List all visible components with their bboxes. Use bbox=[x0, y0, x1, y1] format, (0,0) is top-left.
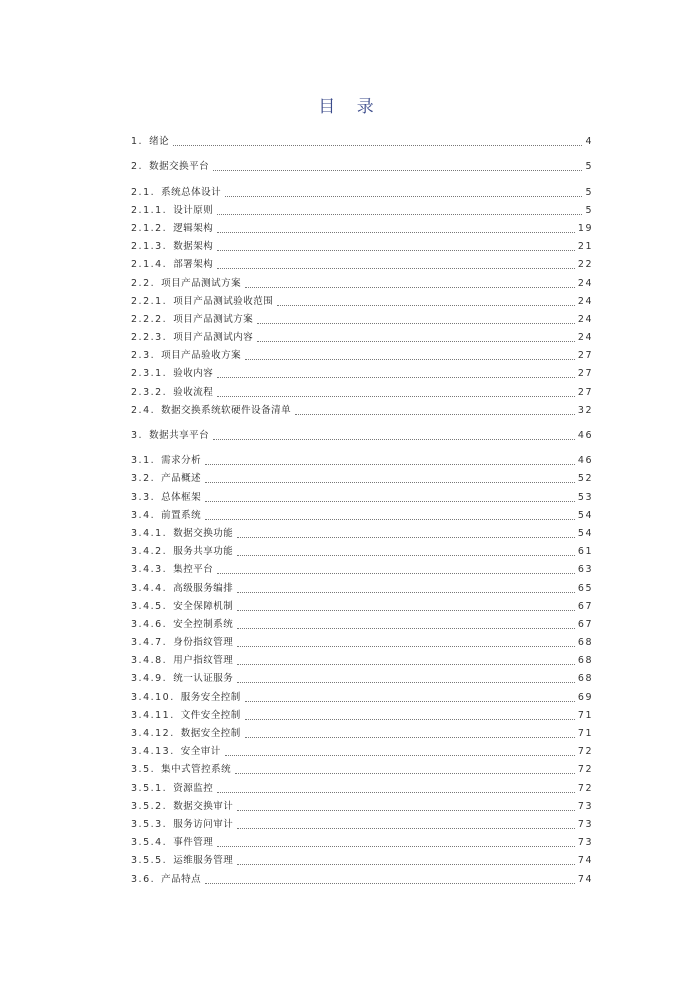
toc-entry-number: 3.4.9. bbox=[131, 673, 168, 685]
toc-entry-number: 2.2.2. bbox=[131, 313, 168, 325]
toc-dot-leader bbox=[237, 827, 575, 829]
toc-entry-number: 2.3. bbox=[131, 350, 156, 362]
toc-entry-number: 3.5.4. bbox=[131, 837, 168, 849]
toc-entry-page: 69 bbox=[577, 691, 593, 703]
toc-entry[interactable] bbox=[131, 271, 593, 289]
toc-entry[interactable] bbox=[131, 649, 593, 667]
toc-entry-page: 27 bbox=[577, 368, 593, 380]
toc-dot-leader bbox=[237, 681, 575, 683]
toc-dot-leader bbox=[205, 500, 575, 502]
toc-entry-label: 数据共享平台 bbox=[149, 430, 210, 441]
toc-entry[interactable] bbox=[131, 522, 593, 540]
toc-entry-label: 数据交换审计 bbox=[173, 800, 234, 812]
toc-entry[interactable] bbox=[131, 667, 593, 685]
toc-entry[interactable] bbox=[131, 831, 593, 849]
toc-entry-page: 24 bbox=[577, 332, 593, 344]
toc-entry-number: 2.2.1. bbox=[131, 295, 168, 307]
toc-entry-label: 产品特点 bbox=[161, 873, 202, 885]
toc-entry-page: 54 bbox=[577, 509, 593, 521]
toc-entry-number: 3.4.6. bbox=[131, 618, 168, 630]
toc-entry-number: 2.3.2. bbox=[131, 386, 168, 398]
toc-entry-page: 21 bbox=[577, 241, 593, 253]
toc-entry-page: 71 bbox=[577, 728, 593, 739]
toc-entry-page: 67 bbox=[577, 600, 593, 612]
toc-dot-leader bbox=[237, 609, 575, 611]
toc-entry[interactable] bbox=[131, 467, 593, 485]
toc-entry-number: 3.1. bbox=[131, 455, 156, 467]
toc-entry-page: 68 bbox=[577, 673, 593, 685]
toc-dot-leader bbox=[245, 700, 575, 702]
toc-entry-label: 数据交换系统软硬件设备清单 bbox=[161, 404, 292, 416]
toc-entry-label: 文件安全控制 bbox=[180, 709, 241, 721]
toc-dot-leader bbox=[245, 286, 575, 288]
toc-entry-label: 项目产品验收方案 bbox=[161, 350, 242, 362]
toc-entry-label: 数据交换平台 bbox=[149, 161, 210, 173]
toc-dot-leader bbox=[217, 249, 575, 251]
toc-entry-page: 24 bbox=[577, 313, 593, 325]
toc-dot-leader bbox=[295, 413, 575, 415]
toc-entry-label: 项目产品测试方案 bbox=[173, 313, 254, 325]
toc-entry[interactable] bbox=[131, 576, 593, 594]
toc-dot-leader bbox=[245, 736, 575, 738]
toc-entry-label: 数据交换功能 bbox=[173, 527, 234, 539]
toc-entry[interactable] bbox=[131, 813, 593, 831]
toc-entry[interactable] bbox=[131, 485, 593, 503]
toc-entry-label: 验收内容 bbox=[173, 368, 214, 380]
toc-entry-number: 3.5.5. bbox=[131, 855, 168, 867]
toc-entry-label: 需求分析 bbox=[161, 455, 202, 467]
toc-dot-leader bbox=[225, 754, 575, 756]
toc-entry[interactable] bbox=[131, 180, 593, 198]
toc-entry-label: 验收流程 bbox=[173, 386, 214, 398]
toc-entry-page: 72 bbox=[577, 746, 593, 758]
toc-entry[interactable] bbox=[131, 449, 593, 467]
toc-dot-leader bbox=[213, 169, 582, 171]
toc-entry-label: 安全保障机制 bbox=[173, 600, 234, 612]
toc-entry-label: 数据安全控制 bbox=[180, 728, 241, 739]
toc-dot-leader bbox=[213, 438, 575, 440]
toc-entry-label: 资源监控 bbox=[173, 782, 214, 794]
toc-entry[interactable] bbox=[131, 849, 593, 867]
toc-entry-number: 3.4.13. bbox=[131, 746, 175, 758]
toc-entry-number: 3.4.10. bbox=[131, 691, 175, 703]
toc-entry-label: 服务安全控制 bbox=[180, 691, 241, 703]
toc-entry-page: 27 bbox=[577, 386, 593, 398]
toc-entry-page: 22 bbox=[577, 259, 593, 271]
toc-dot-leader bbox=[217, 213, 582, 215]
toc-entry-label: 数据架构 bbox=[173, 241, 214, 253]
toc-entry[interactable] bbox=[131, 795, 593, 813]
toc-dot-leader bbox=[217, 267, 575, 269]
toc-dot-leader bbox=[217, 845, 575, 847]
toc-entry-page: 68 bbox=[577, 655, 593, 667]
toc-entry-label: 用户指纹管理 bbox=[173, 655, 234, 667]
toc-entry[interactable] bbox=[131, 613, 593, 631]
toc-dot-leader bbox=[277, 304, 575, 306]
toc-entry[interactable] bbox=[131, 424, 593, 442]
toc-entry[interactable] bbox=[131, 776, 593, 794]
toc-entry-page: 74 bbox=[577, 873, 593, 885]
toc-entry-number: 2.2.3. bbox=[131, 332, 168, 344]
toc-entry[interactable] bbox=[131, 130, 593, 148]
toc-entry-label: 项目产品测试内容 bbox=[173, 332, 254, 344]
toc-dot-leader bbox=[245, 718, 575, 720]
toc-entry-label: 系统总体设计 bbox=[161, 186, 222, 198]
toc-entry-label: 运维服务管理 bbox=[173, 855, 234, 867]
toc-entry[interactable] bbox=[131, 504, 593, 522]
toc-entry-page: 5 bbox=[585, 204, 593, 216]
toc-entry[interactable] bbox=[131, 558, 593, 576]
toc-entry-label: 安全控制系统 bbox=[173, 618, 234, 630]
toc-entry-number: 3.5. bbox=[131, 764, 156, 776]
toc-entry-number: 3.5.2. bbox=[131, 800, 168, 812]
toc-dot-leader bbox=[225, 195, 582, 197]
toc-entry-number: 3.5.1. bbox=[131, 782, 168, 794]
toc-entry-label: 前置系统 bbox=[161, 509, 202, 521]
toc-entry-number: 2.3.1. bbox=[131, 368, 168, 380]
toc-title: 目 录 bbox=[318, 97, 382, 117]
toc-entry[interactable] bbox=[131, 199, 593, 217]
toc-entry-number: 2.1.3. bbox=[131, 241, 168, 253]
toc-entry[interactable] bbox=[131, 704, 593, 722]
toc-entry-number: 1. bbox=[131, 136, 144, 148]
toc-entry-page: 52 bbox=[577, 473, 593, 485]
toc-entry-number: 3.5.3. bbox=[131, 818, 168, 830]
toc-entry-number: 2.1.2. bbox=[131, 222, 168, 234]
toc-entry-number: 3.4.4. bbox=[131, 582, 168, 594]
toc-entry-number: 2.1.1. bbox=[131, 204, 168, 216]
toc-dot-leader bbox=[205, 481, 575, 483]
toc-entry-number: 3.4.3. bbox=[131, 564, 168, 576]
toc-entry-number: 2.2. bbox=[131, 277, 156, 289]
toc-entry-number: 3. bbox=[131, 430, 144, 441]
toc-dot-leader bbox=[217, 231, 575, 233]
toc-entry-page: 63 bbox=[577, 564, 593, 576]
toc-entry-number: 2. bbox=[131, 161, 144, 173]
toc-entry[interactable] bbox=[131, 685, 593, 703]
toc-entry-number: 3.4.5. bbox=[131, 600, 168, 612]
toc-entry-page: 24 bbox=[577, 295, 593, 307]
toc-entry[interactable] bbox=[131, 308, 593, 326]
toc-entry-page: 74 bbox=[577, 855, 593, 867]
toc-entry-label: 产品概述 bbox=[161, 473, 202, 485]
toc-entry-page: 73 bbox=[577, 837, 593, 849]
toc-entry-label: 绪论 bbox=[149, 136, 170, 148]
toc-entry-label: 项目产品测试验收范围 bbox=[173, 295, 274, 307]
toc-dot-leader bbox=[257, 340, 575, 342]
toc-entry-page: 46 bbox=[577, 430, 593, 441]
toc-dot-leader bbox=[237, 554, 575, 556]
toc-entry[interactable] bbox=[131, 344, 593, 362]
toc-entry-label: 总体框架 bbox=[161, 491, 202, 503]
toc-dot-leader bbox=[237, 663, 575, 665]
toc-entry-page: 73 bbox=[577, 818, 593, 830]
toc-entry-page: 5 bbox=[585, 186, 593, 198]
toc-entry[interactable] bbox=[131, 631, 593, 649]
toc-entry[interactable] bbox=[131, 155, 593, 173]
toc-entry-page: 72 bbox=[577, 782, 593, 794]
toc-entry-page: 27 bbox=[577, 350, 593, 362]
toc-entry[interactable] bbox=[131, 399, 593, 417]
toc-dot-leader bbox=[205, 518, 575, 520]
toc-entry-number: 3.2. bbox=[131, 473, 156, 485]
toc-entry-page: 71 bbox=[577, 709, 593, 721]
toc-dot-leader bbox=[237, 591, 575, 593]
toc-entry-page: 73 bbox=[577, 800, 593, 812]
toc-dot-leader bbox=[217, 395, 575, 397]
toc-entry-label: 设计原则 bbox=[173, 204, 214, 216]
toc-entry-page: 68 bbox=[577, 637, 593, 649]
toc-entry-label: 集中式管控系统 bbox=[161, 764, 232, 776]
toc-dot-leader bbox=[237, 809, 575, 811]
toc-entry-number: 3.4.12. bbox=[131, 728, 175, 739]
toc-entry-label: 逻辑架构 bbox=[173, 222, 214, 234]
toc-entry-label: 集控平台 bbox=[173, 564, 214, 576]
toc-dot-leader bbox=[173, 144, 582, 146]
toc-entry[interactable] bbox=[131, 595, 593, 613]
toc-entry[interactable] bbox=[131, 722, 593, 740]
toc-dot-leader bbox=[217, 572, 575, 574]
toc-entry-label: 项目产品测试方案 bbox=[161, 277, 242, 289]
toc-entry-page: 72 bbox=[577, 764, 593, 776]
toc-entry-number: 2.4. bbox=[131, 404, 156, 416]
toc-entry-number: 2.1.4. bbox=[131, 259, 168, 271]
toc-entry-page: 53 bbox=[577, 491, 593, 503]
toc-list bbox=[131, 130, 593, 886]
toc-entry[interactable] bbox=[131, 867, 593, 885]
toc-entry-page: 4 bbox=[585, 136, 593, 148]
toc-entry-page: 24 bbox=[577, 277, 593, 289]
toc-dot-leader bbox=[237, 627, 575, 629]
toc-entry-label: 服务访问审计 bbox=[173, 818, 234, 830]
toc-entry-number: 3.4.7. bbox=[131, 637, 168, 649]
toc-entry-number: 3.6. bbox=[131, 873, 156, 885]
toc-dot-leader bbox=[237, 863, 575, 865]
toc-dot-leader bbox=[245, 358, 575, 360]
toc-entry-page: 32 bbox=[577, 404, 593, 416]
toc-entry-number: 2.1. bbox=[131, 186, 156, 198]
toc-entry[interactable] bbox=[131, 217, 593, 235]
toc-entry-label: 安全审计 bbox=[180, 746, 221, 758]
toc-dot-leader bbox=[217, 376, 575, 378]
toc-entry[interactable] bbox=[131, 540, 593, 558]
toc-dot-leader bbox=[235, 772, 575, 774]
toc-dot-leader bbox=[237, 645, 575, 647]
toc-entry-label: 身份指纹管理 bbox=[173, 637, 234, 649]
toc-entry-number: 3.4. bbox=[131, 509, 156, 521]
toc-entry-label: 事件管理 bbox=[173, 837, 214, 849]
toc-entry-label: 服务共享功能 bbox=[173, 546, 234, 558]
toc-entry-page: 5 bbox=[585, 161, 593, 173]
toc-entry-page: 67 bbox=[577, 618, 593, 630]
toc-entry-label: 统一认证服务 bbox=[173, 673, 234, 685]
toc-dot-leader bbox=[217, 791, 575, 793]
toc-entry-number: 3.3. bbox=[131, 491, 156, 503]
toc-entry-label: 高级服务编排 bbox=[173, 582, 234, 594]
toc-entry-number: 3.4.2. bbox=[131, 546, 168, 558]
toc-dot-leader bbox=[237, 536, 575, 538]
toc-entry[interactable] bbox=[131, 362, 593, 380]
toc-dot-leader bbox=[257, 322, 575, 324]
toc-entry[interactable] bbox=[131, 326, 593, 344]
toc-entry-page: 19 bbox=[577, 222, 593, 234]
toc-entry-number: 3.4.1. bbox=[131, 527, 168, 539]
toc-entry-number: 3.4.8. bbox=[131, 655, 168, 667]
toc-entry-page: 54 bbox=[577, 527, 593, 539]
toc-entry[interactable] bbox=[131, 253, 593, 271]
toc-entry-page: 61 bbox=[577, 546, 593, 558]
toc-entry-number: 3.4.11. bbox=[131, 709, 175, 721]
toc-entry[interactable] bbox=[131, 758, 593, 776]
toc-entry-page: 46 bbox=[577, 455, 593, 467]
toc-entry-page: 65 bbox=[577, 582, 593, 594]
toc-dot-leader bbox=[205, 463, 575, 465]
toc-entry[interactable] bbox=[131, 235, 593, 253]
toc-dot-leader bbox=[205, 882, 575, 884]
toc-entry[interactable] bbox=[131, 740, 593, 758]
toc-entry[interactable] bbox=[131, 290, 593, 308]
toc-entry[interactable] bbox=[131, 380, 593, 398]
toc-entry-label: 部署架构 bbox=[173, 259, 214, 271]
